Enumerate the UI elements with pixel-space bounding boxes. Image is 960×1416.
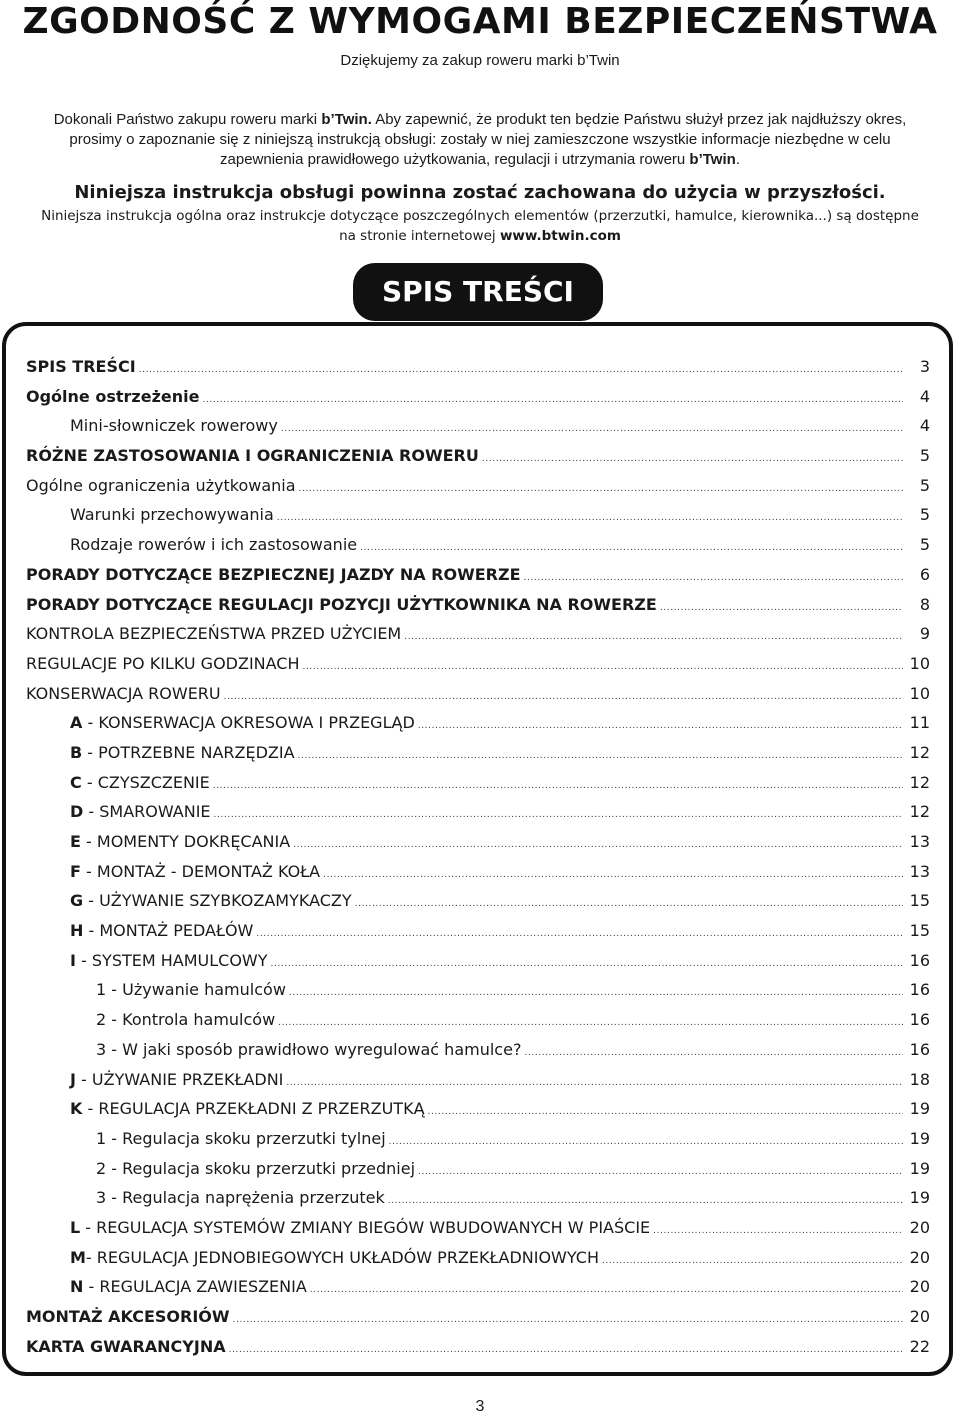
toc-entry bbox=[26, 1243, 930, 1273]
toc-entry bbox=[26, 886, 930, 916]
general-text: Niniejsza instrukcja ogólna oraz instrukcje dotyczące poszczególnych elementów (przerzutki, hamulce, kierownika...) są dostępne na stronie internetowej bbox=[41, 208, 919, 244]
toc-entry-title: Ogólne ostrzeżenie bbox=[26, 386, 200, 406]
toc-entry-page: 5 bbox=[919, 446, 930, 466]
keep-notice: Niniejsza instrukcja obsługi powinna zostać zachowana do użycia w przyszłości. bbox=[74, 182, 886, 203]
toc-heading: SPIS TREŚCI bbox=[353, 263, 603, 321]
toc-entry-page: 12 bbox=[909, 742, 930, 762]
toc-entry bbox=[26, 1124, 930, 1154]
toc-entry-page: 9 bbox=[919, 624, 930, 644]
toc-entry-title: C - CZYSZCZENIE bbox=[70, 772, 210, 792]
toc-entry-letter: H bbox=[70, 921, 84, 941]
toc-entry bbox=[26, 1302, 930, 1332]
brand-name: b’Twin. bbox=[321, 111, 372, 128]
toc-entry-page: 22 bbox=[909, 1336, 930, 1356]
toc-entry-page: 15 bbox=[909, 921, 930, 941]
toc-entry bbox=[26, 1065, 930, 1095]
toc-entry bbox=[26, 1332, 930, 1362]
toc-entry-title: Rodzaje rowerów i ich zastosowanie bbox=[70, 535, 358, 555]
toc-list bbox=[26, 352, 930, 1361]
toc-entry-page: 13 bbox=[909, 832, 930, 851]
toc-entry-title: F - MONTAŻ - DEMONTAŻ KOŁA bbox=[70, 861, 321, 881]
toc-entry bbox=[26, 797, 930, 827]
toc-entry bbox=[26, 738, 930, 768]
toc-entry-page: 10 bbox=[909, 653, 930, 673]
toc-entry-page: 15 bbox=[909, 891, 930, 911]
toc-entry-page: 5 bbox=[919, 535, 930, 555]
toc-entry-title: H - MONTAŻ PEDAŁÓW bbox=[70, 921, 254, 941]
toc-entry-letter: B bbox=[70, 742, 83, 762]
toc-entry-page: 11 bbox=[909, 713, 930, 733]
toc-entry bbox=[26, 560, 930, 590]
toc-entry-title: 1 - Regulacja skoku przerzutki tylnej bbox=[96, 1128, 386, 1148]
toc-entry-letter: D bbox=[70, 802, 84, 822]
toc-entry bbox=[26, 916, 930, 946]
toc-entry-page: 12 bbox=[909, 772, 930, 792]
intro-end: . bbox=[735, 151, 740, 168]
toc-entry-letter: G bbox=[70, 891, 84, 911]
toc-entry-page: 16 bbox=[909, 1010, 930, 1030]
toc-entry-title: L - REGULACJA SYSTEMÓW ZMIANY BIEGÓW WBUDOWANYCH W PIAŚCIE bbox=[70, 1217, 651, 1237]
toc-entry-title: REGULACJE PO KILKU GODZINACH bbox=[26, 653, 300, 673]
toc-entry bbox=[26, 768, 930, 798]
page-title: ZGODNOŚĆ Z WYMOGAMI BEZPIECZEŃSTWA bbox=[22, 1, 938, 42]
toc-entry-page: 20 bbox=[909, 1277, 930, 1297]
toc-entry bbox=[26, 1035, 930, 1065]
toc-entry-page: 5 bbox=[919, 475, 930, 495]
toc-entry-page: 16 bbox=[909, 950, 930, 970]
toc-entry-page: 12 bbox=[909, 802, 930, 822]
toc-entry-title: Mini-słowniczek rowerowy bbox=[70, 416, 278, 436]
toc-entry-title: 2 - Kontrola hamulców bbox=[96, 1010, 276, 1030]
toc-entry bbox=[26, 1213, 930, 1243]
toc-entry-letter: E bbox=[70, 832, 81, 851]
toc-entry bbox=[26, 382, 930, 412]
toc-entry-page: 20 bbox=[909, 1247, 930, 1267]
toc-entry-letter: F bbox=[70, 861, 81, 881]
toc-entry-page: 20 bbox=[909, 1217, 930, 1237]
intro-text-2: Aby zapewnić, że produkt ten będzie Państwu służył przez jak najdłuższy okres, prosimy o zapoznanie się z niniejszą instrukcją obsługi: zostały w niej zamieszczone wszystkie informacje niezbędne w celu zapewnienia prawidłowego użytkowania, regulacji i utrzymania roweru bbox=[69, 111, 907, 168]
toc-entry-page: 16 bbox=[909, 1039, 930, 1059]
toc-entry-title: Warunki przechowywania bbox=[70, 505, 274, 525]
toc-entry-title: 3 - Regulacja naprężenia przerzutek bbox=[96, 1188, 385, 1208]
toc-entry-letter: A bbox=[70, 713, 83, 733]
general-info bbox=[40, 206, 920, 246]
toc-entry-title: RÓŻNE ZASTOSOWANIA I OGRANICZENIA ROWERU bbox=[26, 446, 479, 466]
toc-entry-page: 6 bbox=[919, 564, 930, 584]
toc-entry-page: 19 bbox=[909, 1158, 930, 1178]
toc-entry-title: SPIS TREŚCI bbox=[26, 357, 136, 376]
toc-entry-page: 10 bbox=[909, 683, 930, 703]
toc-entry-title: G - UŻYWANIE SZYBKOZAMYKACZY bbox=[70, 891, 352, 911]
toc-entry-title: KONTROLA BEZPIECZEŃSTWA PRZED UŻYCIEM bbox=[26, 624, 402, 644]
page-number: 3 bbox=[475, 1398, 485, 1415]
toc-entry bbox=[26, 1154, 930, 1184]
toc-entry bbox=[26, 946, 930, 976]
toc-entry-page: 16 bbox=[909, 980, 930, 1000]
toc-entry-letter: L bbox=[70, 1217, 81, 1237]
toc-entry-title: N - REGULACJA ZAWIESZENIA bbox=[70, 1277, 307, 1297]
toc-entry bbox=[26, 352, 930, 382]
toc-entry bbox=[26, 1183, 930, 1213]
toc-entry bbox=[26, 827, 930, 857]
toc-entry bbox=[26, 1272, 930, 1302]
toc-entry bbox=[26, 530, 930, 560]
toc-entry-letter: K bbox=[70, 1099, 83, 1119]
toc-entry bbox=[26, 590, 930, 620]
toc-entry bbox=[26, 857, 930, 887]
toc-entry bbox=[26, 975, 930, 1005]
toc-entry-letter: M bbox=[70, 1247, 86, 1267]
toc-entry-title: KONSERWACJA ROWERU bbox=[26, 683, 221, 703]
toc-entry-title: K - REGULACJA PRZEKŁADNI Z PRZERZUTKĄ bbox=[70, 1099, 425, 1119]
toc-entry-page: 20 bbox=[909, 1307, 930, 1326]
toc-entry bbox=[26, 411, 930, 441]
toc-entry-title: A - KONSERWACJA OKRESOWA I PRZEGLĄD bbox=[70, 713, 415, 733]
toc-entry-title: E - MOMENTY DOKRĘCANIA bbox=[70, 832, 291, 851]
toc-entry bbox=[26, 441, 930, 471]
toc-entry-title: PORADY DOTYCZĄCE REGULACJI POZYCJI UŻYTKOWNIKA NA ROWERZE bbox=[26, 594, 657, 614]
toc-entry-page: 19 bbox=[909, 1188, 930, 1208]
toc-entry bbox=[26, 649, 930, 679]
toc-entry bbox=[26, 619, 930, 649]
toc-entry-page: 19 bbox=[909, 1128, 930, 1148]
toc-entry-page: 4 bbox=[919, 416, 930, 436]
intro-paragraph bbox=[40, 110, 920, 170]
toc-entry-title: D - SMAROWANIE bbox=[70, 802, 211, 822]
toc-entry bbox=[26, 1005, 930, 1035]
website-url: www.btwin.com bbox=[499, 228, 621, 244]
toc-leader-dots bbox=[229, 1336, 903, 1366]
toc-entry-page: 3 bbox=[919, 357, 930, 376]
toc-entry-letter: J bbox=[70, 1069, 76, 1089]
toc-entry-title: PORADY DOTYCZĄCE BEZPIECZNEJ JAZDY NA ROWERZE bbox=[26, 564, 521, 584]
toc-entry bbox=[26, 471, 930, 501]
toc-entry-page: 4 bbox=[919, 386, 930, 406]
toc-entry-letter: C bbox=[70, 772, 82, 792]
toc-entry-title: B - POTRZEBNE NARZĘDZIA bbox=[70, 742, 295, 762]
toc-entry-title: Ogólne ograniczenia użytkowania bbox=[26, 475, 296, 495]
toc-entry-page: 5 bbox=[919, 505, 930, 525]
toc-entry-title: J - UŻYWANIE PRZEKŁADNI bbox=[70, 1069, 284, 1089]
toc-entry-title: 2 - Regulacja skoku przerzutki przedniej bbox=[96, 1158, 416, 1178]
toc-entry-page: 13 bbox=[909, 861, 930, 881]
toc-entry-page: 18 bbox=[909, 1069, 930, 1089]
thanks-line: Dziękujemy za zakup roweru marki b’Twin bbox=[340, 52, 620, 69]
toc-entry bbox=[26, 708, 930, 738]
toc-entry-title: 3 - W jaki sposób prawidłowo wyregulować hamulce? bbox=[96, 1039, 522, 1059]
toc-entry-letter: I bbox=[70, 950, 76, 970]
toc-entry-title: I - SYSTEM HAMULCOWY bbox=[70, 950, 268, 970]
toc-entry bbox=[26, 1094, 930, 1124]
toc-entry-title: KARTA GWARANCYJNA bbox=[26, 1336, 226, 1356]
toc-entry-title: 1 - Używanie hamulców bbox=[96, 980, 286, 1000]
toc-entry-page: 19 bbox=[909, 1099, 930, 1119]
intro-text-1: Dokonali Państwo zakupu roweru marki bbox=[53, 111, 322, 128]
toc-entry-page: 8 bbox=[919, 594, 930, 614]
toc-entry bbox=[26, 679, 930, 709]
toc-entry bbox=[26, 500, 930, 530]
brand-name: b’Twin bbox=[689, 151, 736, 168]
toc-entry-letter: N bbox=[70, 1277, 84, 1297]
toc-entry-title: M- REGULACJA JEDNOBIEGOWYCH UKŁADÓW PRZEKŁADNIOWYCH bbox=[70, 1247, 599, 1267]
toc-entry-title: MONTAŻ AKCESORIÓW bbox=[26, 1307, 230, 1326]
